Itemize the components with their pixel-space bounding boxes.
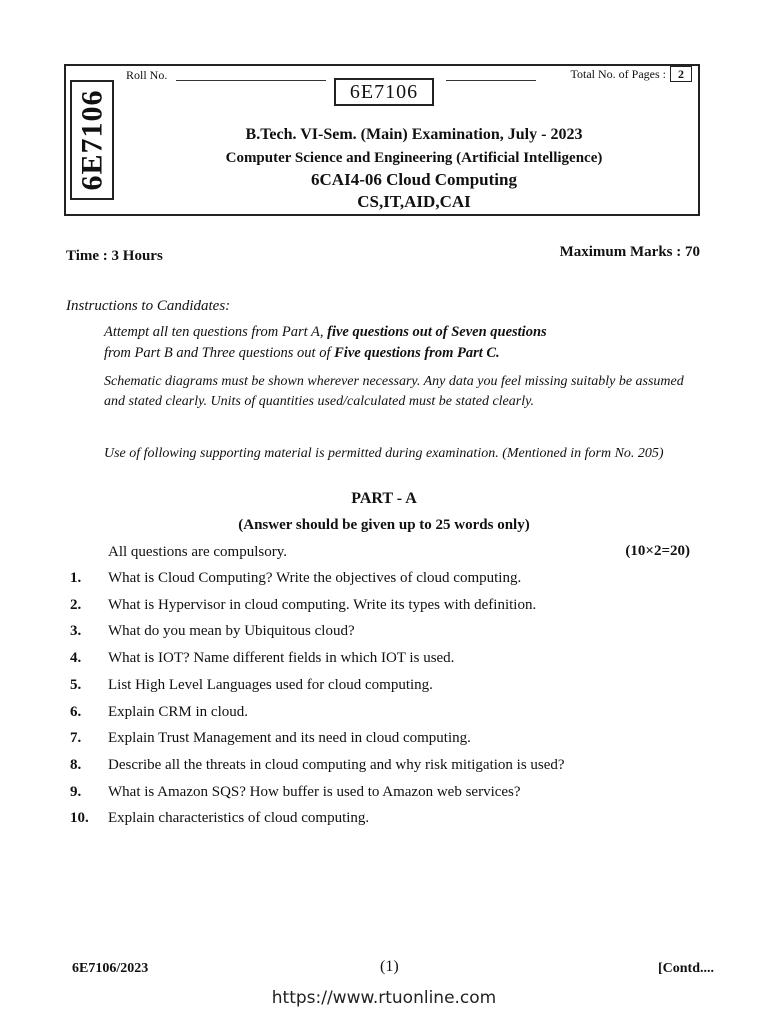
roll-line-2 bbox=[446, 80, 536, 81]
question-number: 1. bbox=[70, 570, 82, 586]
question-text: Explain characteristics of cloud computing. bbox=[108, 810, 370, 826]
exam-title: B.Tech. VI-Sem. (Main) Examination, July - 2023 bbox=[245, 126, 583, 143]
subject-title: 6CAI4-06 Cloud Computing bbox=[311, 170, 517, 189]
footer-code: 6E7106/2023 bbox=[72, 961, 149, 976]
footer-contd: [Contd.... bbox=[657, 961, 714, 976]
question-text: What is IOT? Name different fields in which IOT is used. bbox=[108, 650, 455, 666]
header-box bbox=[64, 64, 700, 216]
question-number: 6. bbox=[70, 704, 82, 720]
total-pages-label: Total No. of Pages : bbox=[570, 66, 666, 81]
question-text: What is Amazon SQS? How buffer is used to Amazon web services? bbox=[108, 784, 521, 800]
time-label: Time : 3 Hours bbox=[66, 248, 163, 264]
question-text: What is Cloud Computing? Write the objectives of cloud computing. bbox=[108, 570, 522, 586]
question-number: 5. bbox=[70, 677, 82, 693]
max-marks-label: Maximum Marks : 70 bbox=[559, 244, 700, 260]
compulsory-note: All questions are compulsory. bbox=[108, 544, 287, 560]
instruction-para-3: Use of following supporting material is permitted during examination. (Mentioned in form No. 205) bbox=[104, 446, 664, 461]
instruction-para-2: Schematic diagrams must be shown wherever necessary. Any data you feel missing suitably be assumed and stated clearly. Units of quantities used/calculated must be stated clearly. bbox=[104, 374, 684, 409]
side-paper-code: 6E7106 bbox=[70, 80, 114, 200]
question-text: Explain CRM in cloud. bbox=[108, 704, 248, 720]
question-number: 3. bbox=[70, 623, 82, 639]
question-text: List High Level Languages used for cloud computing. bbox=[108, 677, 433, 693]
roll-line bbox=[176, 80, 326, 81]
roll-no-label: Roll No. bbox=[126, 68, 168, 82]
instructions-heading: Instructions to Candidates: bbox=[66, 298, 231, 314]
part-a-subtitle: (Answer should be given up to 25 words only) bbox=[238, 517, 530, 533]
question-number: 8. bbox=[70, 757, 82, 773]
total-pages-value: 2 bbox=[670, 66, 692, 82]
question-text: Explain Trust Management and its need in cloud computing. bbox=[108, 730, 471, 746]
question-number: 10. bbox=[70, 810, 89, 826]
question-number: 4. bbox=[70, 650, 82, 666]
question-number: 7. bbox=[70, 730, 82, 746]
instruction-line-1: Attempt all ten questions from Part A, five questions out of Seven questions bbox=[104, 324, 547, 340]
total-pages bbox=[571, 66, 692, 82]
instruction-line-2: from Part B and Three questions out of Five questions from Part C. bbox=[104, 345, 500, 361]
question-number: 2. bbox=[70, 597, 82, 613]
footer-page-mark: (1) bbox=[380, 958, 399, 975]
question-text: Describe all the threats in cloud computing and why risk mitigation is used? bbox=[108, 757, 565, 773]
part-a-title: PART - A bbox=[351, 490, 417, 507]
part-a-marks: (10×2=20) bbox=[625, 543, 690, 559]
streams: CS,IT,AID,CAI bbox=[357, 192, 471, 211]
paper-code-box: 6E7106 bbox=[334, 78, 434, 106]
question-text: What do you mean by Ubiquitous cloud? bbox=[108, 623, 355, 639]
branch-title: Computer Science and Engineering (Artificial Intelligence) bbox=[225, 150, 603, 166]
question-number: 9. bbox=[70, 784, 82, 800]
watermark-url: https://www.rtuonline.com bbox=[271, 988, 497, 1008]
question-text: What is Hypervisor in cloud computing. Write its types with definition. bbox=[108, 597, 537, 613]
